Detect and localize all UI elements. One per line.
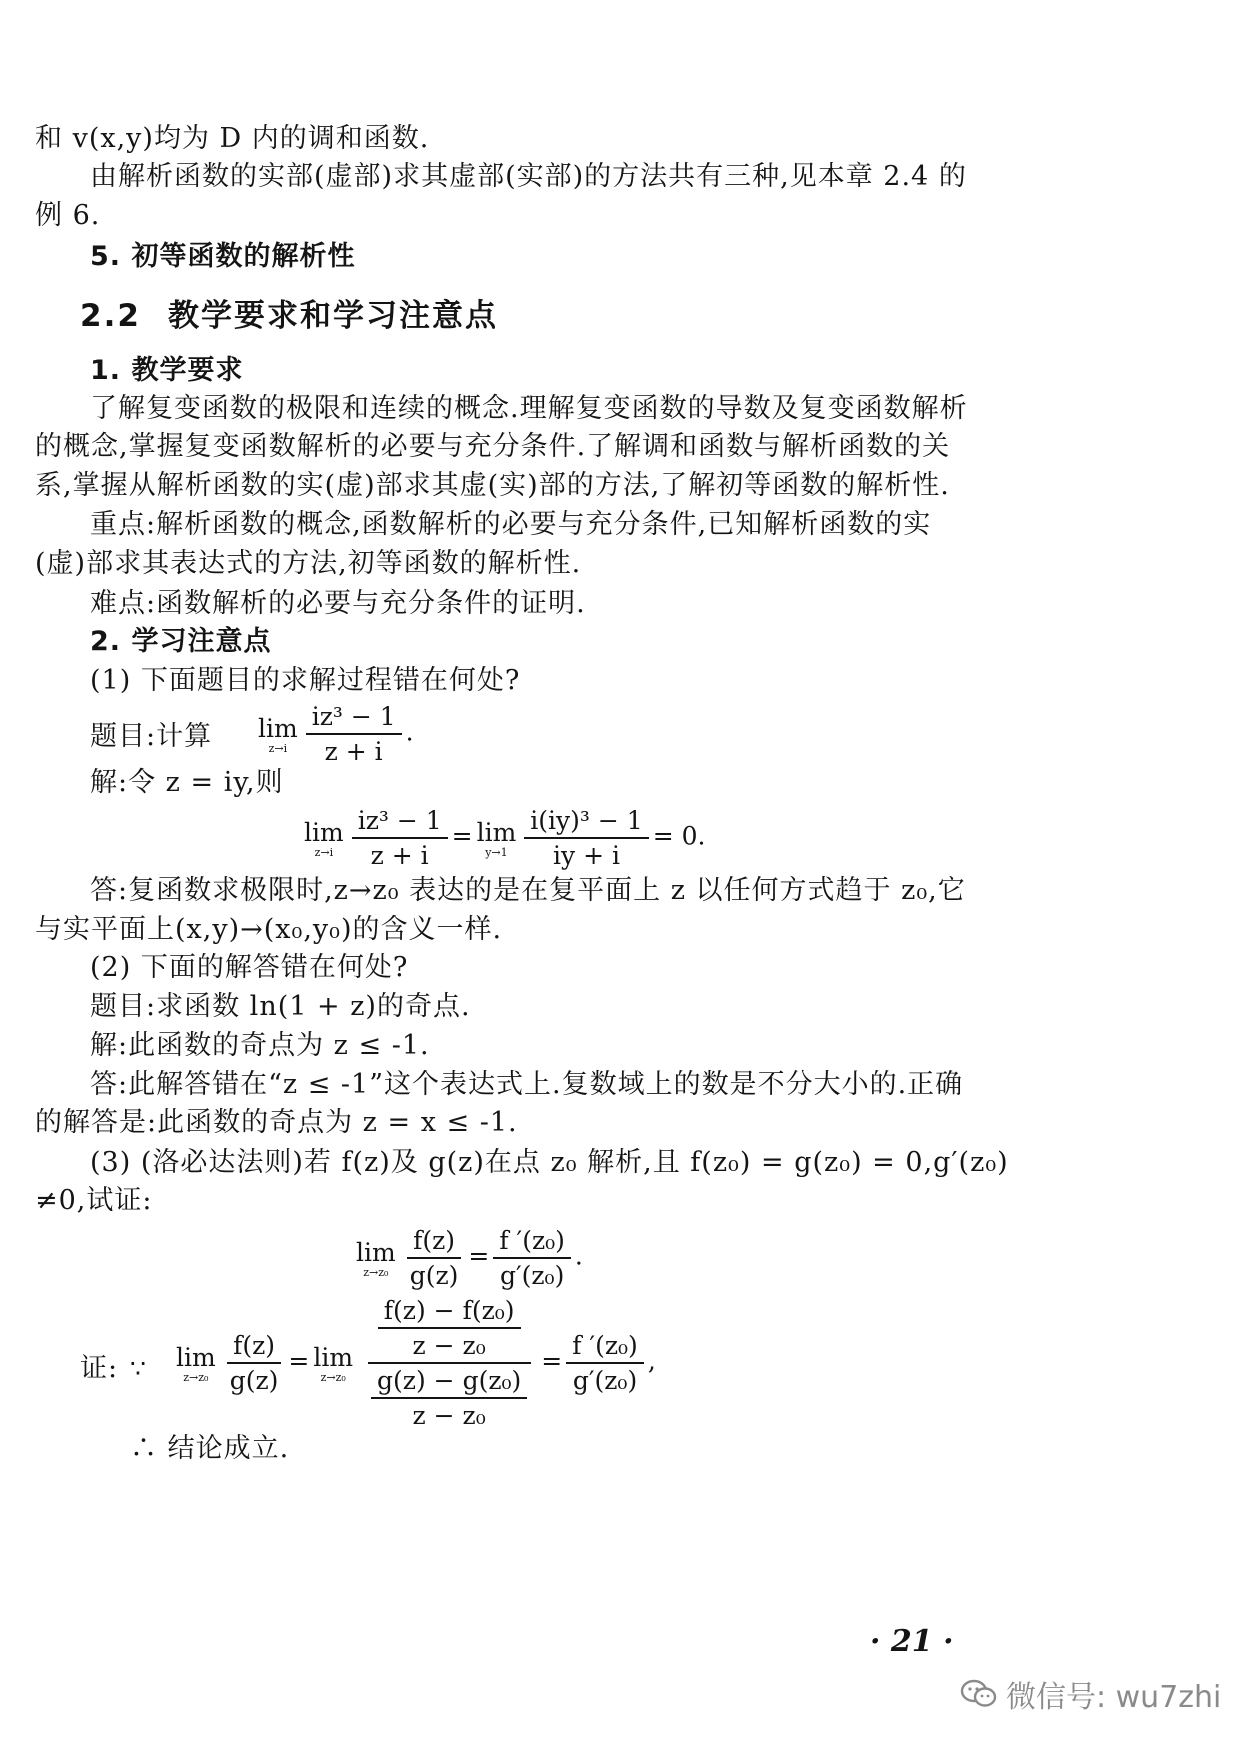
because-symbol: ∵ bbox=[130, 1354, 146, 1383]
equals-sign: = bbox=[541, 1346, 563, 1376]
equals-sign: = bbox=[288, 1346, 310, 1376]
wechat-logo-icon bbox=[960, 1678, 998, 1710]
lim-label: lim bbox=[176, 1342, 216, 1372]
page-number: · 21 · bbox=[870, 1624, 954, 1659]
text-line: 与实平面上(x,y)→(x₀,y₀)的含义一样. bbox=[35, 914, 503, 945]
numerator: iz³ − 1 bbox=[306, 702, 402, 735]
text-line: ≠0,试证: bbox=[35, 1185, 153, 1216]
limit-operator bbox=[477, 818, 517, 859]
fraction bbox=[306, 702, 402, 766]
text-line: 解:令 z = iy,则 bbox=[90, 767, 284, 798]
text-line: 系,掌握从解析函数的实(虚)部求其虚(实)部的方法,了解初等函数的解析性. bbox=[35, 470, 950, 501]
fraction bbox=[352, 806, 448, 870]
numerator: g(z) − g(z₀) bbox=[371, 1366, 527, 1399]
text-line: (1) 下面题目的求解过程错在何处? bbox=[90, 665, 521, 696]
lim-label: lim bbox=[304, 817, 344, 847]
text-line: 答:复函数求极限时,z→z₀ 表达的是在复平面上 z 以任何方式趋于 z₀,它 bbox=[90, 875, 966, 906]
text-line: 由解析函数的实部(虚部)求其虚部(实部)的方法共有三种,见本章 2.4 的 bbox=[90, 161, 967, 192]
lim-subscript: z→i bbox=[268, 741, 288, 755]
section-number: 2.2 bbox=[80, 298, 141, 334]
text-line: (虚)部求其表达式的方法,初等函数的解析性. bbox=[35, 548, 582, 579]
limit-expression bbox=[254, 702, 414, 766]
lim-label: lim bbox=[476, 817, 517, 847]
fraction bbox=[524, 806, 648, 870]
limit-operator bbox=[176, 1343, 216, 1384]
lhopital-statement bbox=[352, 1226, 583, 1290]
proof-label: 证: bbox=[80, 1353, 119, 1384]
text-line: 和 v(x,y)均为 D 内的调和函数. bbox=[35, 123, 430, 154]
text-line: (3) (洛必达法则)若 f(z)及 g(z)在点 z₀ 解析,且 f(z₀) = g(z₀) = 0,g′(z₀) bbox=[90, 1147, 1009, 1178]
limit-equation bbox=[300, 806, 705, 870]
limit-operator bbox=[304, 818, 344, 859]
lim-label: lim bbox=[356, 1237, 396, 1267]
lim-label: lim bbox=[313, 1342, 354, 1372]
lim-subscript: z→z₀ bbox=[320, 1370, 346, 1384]
section-heading bbox=[80, 296, 498, 336]
text-line: 例 6. bbox=[35, 200, 101, 231]
fraction bbox=[404, 1226, 465, 1290]
numerator: f(z) − f(z₀) bbox=[378, 1296, 521, 1329]
fraction bbox=[378, 1296, 521, 1360]
comma: , bbox=[647, 1346, 656, 1376]
lim-label: lim bbox=[258, 713, 298, 743]
denominator: z − z₀ bbox=[412, 1401, 486, 1430]
text-line: 答:此解答错在“z ≤ -1”这个表达式上.复数域上的数是不分大小的.正确 bbox=[90, 1069, 964, 1100]
equals-sign: = bbox=[451, 821, 473, 851]
denominator: z + i bbox=[370, 841, 429, 870]
denominator: g(z) bbox=[229, 1366, 279, 1395]
period: . bbox=[574, 1241, 583, 1271]
equals-sign: = bbox=[468, 1241, 490, 1271]
denominator bbox=[361, 1364, 537, 1430]
numerator: f(z) bbox=[407, 1226, 461, 1259]
proof-equation bbox=[172, 1296, 656, 1430]
compound-fraction bbox=[361, 1296, 537, 1430]
text-line: 难点:函数解析的必要与充分条件的证明. bbox=[90, 588, 586, 619]
denominator: g(z) bbox=[409, 1261, 459, 1290]
text-line: 的解答是:此函数的奇点为 z = x ≤ -1. bbox=[35, 1107, 518, 1138]
text-line: 题目:求函数 ln(1 + z)的奇点. bbox=[90, 991, 471, 1022]
text-line: 的概念,掌握复变函数解析的必要与充分条件.了解调和函数与解析函数的关 bbox=[35, 431, 951, 462]
text-line: 题目:计算 bbox=[90, 721, 213, 752]
period: . bbox=[405, 717, 414, 747]
lim-subscript: z→i bbox=[314, 845, 334, 859]
limit-operator bbox=[258, 714, 298, 755]
fraction bbox=[493, 1226, 571, 1290]
lim-subscript: z→z₀ bbox=[183, 1370, 209, 1384]
denominator: g′(z₀) bbox=[572, 1366, 638, 1395]
conclusion-line: ∴ 结论成立. bbox=[130, 1433, 290, 1464]
numerator: i(iy)³ − 1 bbox=[524, 806, 648, 839]
text-line: 了解复变函数的极限和连续的概念.理解复变函数的导数及复变函数解析 bbox=[90, 393, 968, 424]
limit-operator bbox=[356, 1238, 396, 1279]
fraction bbox=[224, 1331, 285, 1395]
fraction bbox=[566, 1331, 644, 1395]
text-line: (2) 下面的解答错在何处? bbox=[90, 952, 409, 983]
numerator bbox=[368, 1296, 531, 1364]
subsection-heading: 5. 初等函数的解析性 bbox=[90, 241, 356, 272]
numerator: f ′(z₀) bbox=[493, 1226, 571, 1259]
numerator: f(z) bbox=[227, 1331, 281, 1364]
numerator: iz³ − 1 bbox=[352, 806, 448, 839]
lim-subscript: z→z₀ bbox=[363, 1265, 389, 1279]
result: = 0. bbox=[652, 821, 706, 851]
subsection-heading: 2. 学习注意点 bbox=[90, 626, 272, 657]
text-line: 解:此函数的奇点为 z ≤ -1. bbox=[90, 1030, 430, 1061]
watermark-text: 微信号: wu7zhi bbox=[1006, 1680, 1222, 1715]
numerator: f ′(z₀) bbox=[566, 1331, 644, 1364]
subsection-heading: 1. 教学要求 bbox=[90, 355, 244, 386]
fraction bbox=[371, 1366, 527, 1430]
lim-subscript: y→1 bbox=[485, 845, 508, 859]
denominator: z − z₀ bbox=[412, 1331, 486, 1360]
text-line: 重点:解析函数的概念,函数解析的必要与充分条件,已知解析函数的实 bbox=[90, 509, 932, 540]
denominator: g′(z₀) bbox=[499, 1261, 565, 1290]
wechat-watermark bbox=[960, 1672, 1221, 1716]
denominator: iy + i bbox=[553, 841, 620, 870]
denominator: z + i bbox=[324, 737, 383, 766]
limit-operator bbox=[313, 1343, 353, 1384]
section-title: 教学要求和学习注意点 bbox=[168, 298, 498, 334]
